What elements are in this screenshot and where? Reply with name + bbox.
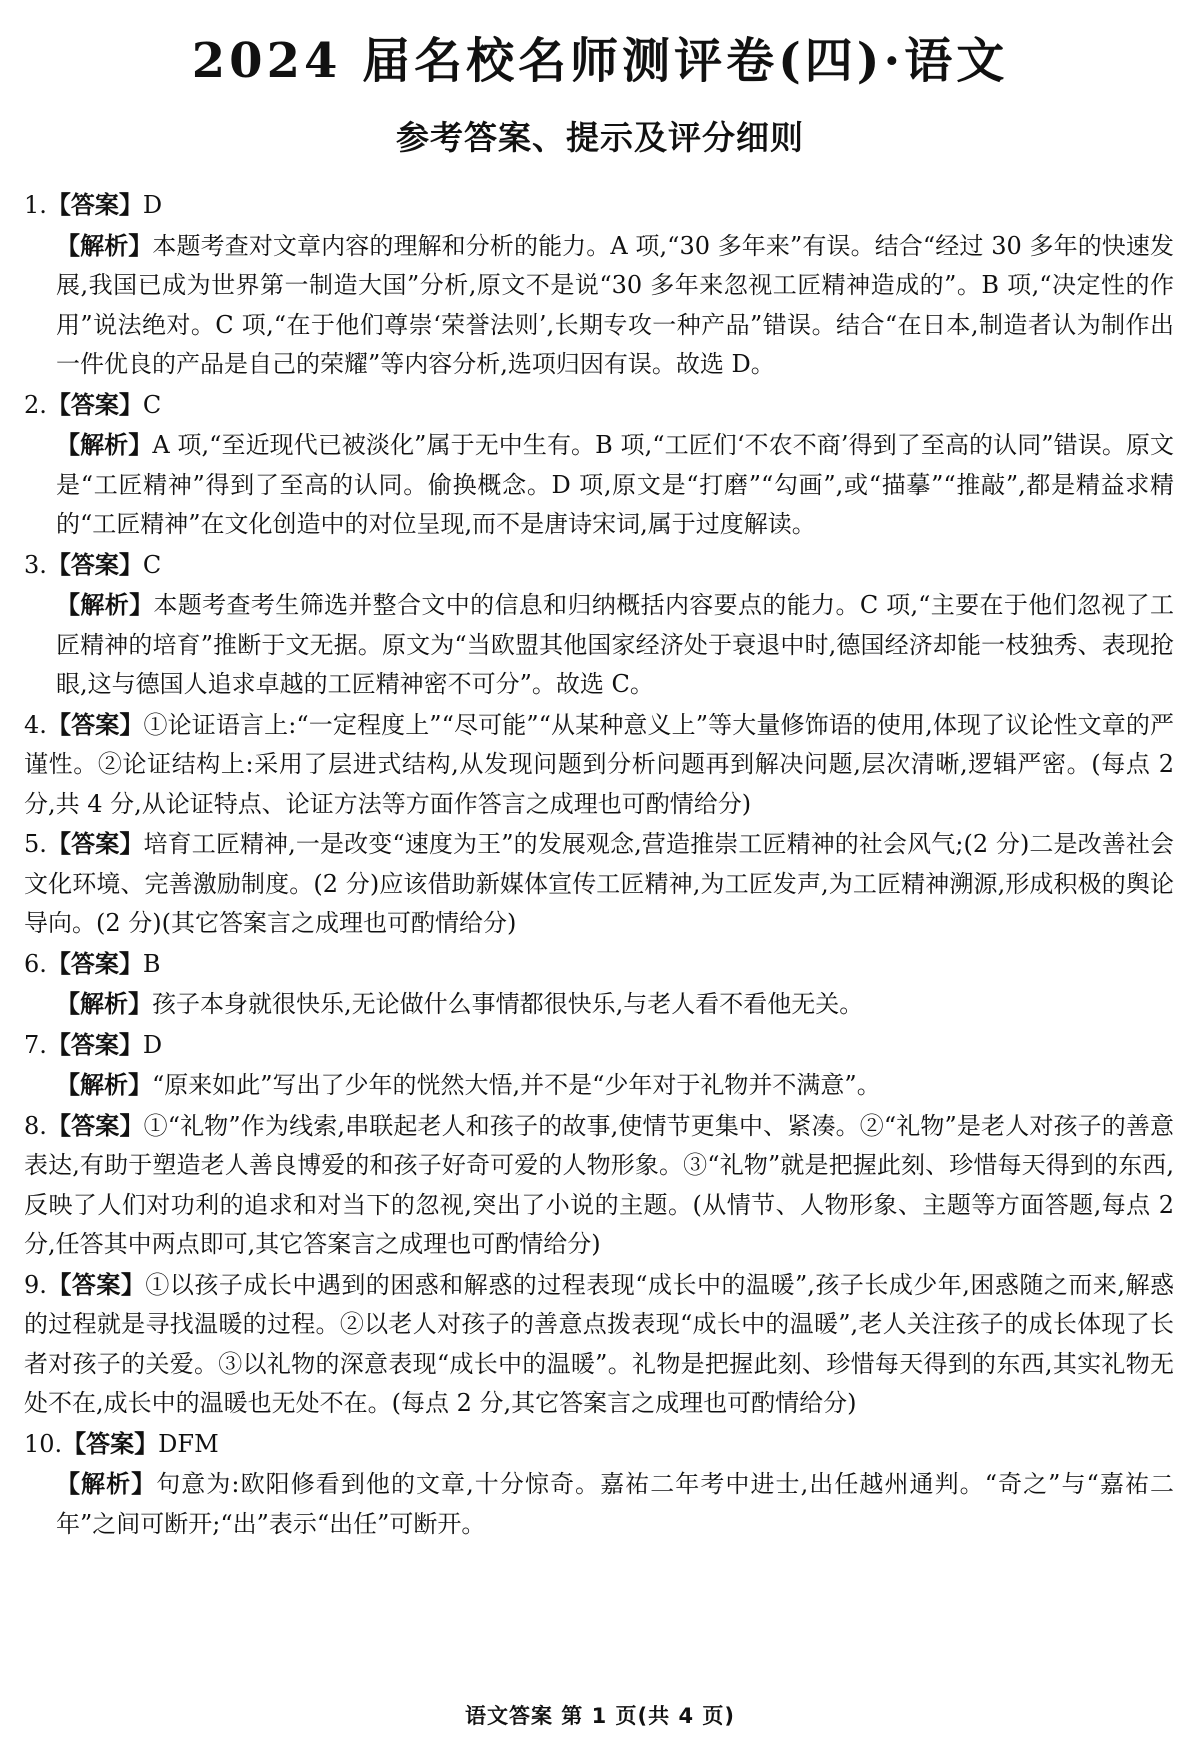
answer-tag: 【答案】	[46, 1269, 146, 1299]
question-number: 3.	[24, 550, 47, 579]
question-item	[24, 705, 1174, 825]
answer-line	[24, 1025, 1174, 1066]
analysis-block	[56, 585, 1174, 705]
answer-tag: 【答案】	[46, 948, 143, 978]
question-item	[24, 1106, 1174, 1265]
analysis-tag: 【解析】	[56, 590, 154, 619]
answer-tag: 【答案】	[46, 1110, 144, 1140]
page-footer: 语文答案 第 1 页(共 4 页)	[465, 1704, 735, 1728]
question-item	[24, 1424, 1174, 1545]
question-item	[24, 1265, 1174, 1424]
question-number: 7.	[24, 1030, 47, 1059]
answer-line	[24, 1424, 1174, 1465]
analysis-tag: 【解析】	[56, 430, 153, 459]
analysis-tag: 【解析】	[56, 230, 153, 260]
answer-tag: 【答案】	[46, 829, 144, 858]
analysis-text: 本题考查对文章内容的理解和分析的能力。A 项,“30 多年来”有误。结合“经过 30 多年的快速发展,我国已成为世界第一制造大国”分析,原文不是说“30 多年来忽视工匠精神造成的”。B 项,“决定性的作用”说法绝对。C 项,“在于他们尊崇‘荣誉法则’,长期专攻一种产品”错误。结合“在日本,制造者认为制作出一件优良的产品是自己的荣耀”等内容分析,选项归因有误。故选 D。	[56, 231, 1174, 378]
analysis-block	[56, 984, 1174, 1025]
answer-tag: 【答案】	[46, 389, 143, 419]
answer-content: ①论证语言上:“一定程度上”“尽可能”“从某种意义上”等大量修饰语的使用,体现了议论性文章的严谨性。②论证结构上:采用了层进式结构,从发现问题到分析问题再到解决问题,层次清晰,逻辑严密。(每点 2 分,共 4 分,从论证特点、论证方法等方面作答言之成理也可酌情给分)	[24, 710, 1174, 818]
question-item	[24, 1025, 1174, 1106]
analysis-tag: 【解析】	[56, 1469, 157, 1498]
analysis-text: 孩子本身就很快乐,无论做什么事情都很快乐,与老人看不看他无关。	[152, 990, 864, 1018]
question-number: 5.	[24, 830, 47, 858]
answer-line	[24, 545, 1174, 586]
answer-content: D	[142, 191, 163, 219]
answer-line	[24, 1265, 1174, 1424]
answer-line	[24, 824, 1174, 944]
question-item	[24, 944, 1174, 1025]
analysis-block	[56, 425, 1174, 545]
analysis-tag: 【解析】	[56, 1070, 152, 1099]
answer-line	[24, 944, 1174, 985]
answer-tag: 【答案】	[46, 190, 143, 219]
question-number: 1.	[24, 191, 47, 219]
question-item	[24, 824, 1174, 944]
answer-line	[24, 185, 1174, 226]
page-title: 2024 届名校名师测评卷(四)·语文	[191, 33, 1009, 89]
analysis-block	[56, 1065, 1174, 1106]
question-number: 6.	[24, 949, 47, 978]
answer-content: B	[142, 949, 161, 978]
analysis-text: 本题考查考生筛选并整合文中的信息和归纳概括内容要点的能力。C 项,“主要在于他们忽视了工匠精神的培育”推断于文无据。原文为“当欧盟其他国家经济处于衰退中时,德国经济却能一枝独秀、表现抢眼,这与德国人追求卓越的工匠精神密不可分”。故选 C。	[56, 591, 1175, 698]
answer-line	[24, 705, 1174, 825]
answer-line	[24, 1106, 1174, 1265]
analysis-text: “原来如此”写出了少年的恍然大悟,并不是“少年对于礼物并不满意”。	[152, 1071, 881, 1099]
answer-content: 培育工匠精神,一是改变“速度为王”的发展观念,营造推崇工匠精神的社会风气;(2 分)二是改善社会文化环境、完善激励制度。(2 分)应该借助新媒体宣传工匠精神,为工匠发声,为工匠精神溯源,形成积极的舆论导向。(2 分)(其它答案言之成理也可酌情给分)	[24, 830, 1174, 937]
page-subtitle: 参考答案、提示及评分细则	[396, 118, 804, 157]
analysis-text: 句意为:欧阳修看到他的文章,十分惊奇。嘉祐二年考中进士,出任越州通判。“奇之”与“嘉祐二年”之间可断开;“出”表示“出任”可断开。	[56, 1470, 1175, 1538]
answer-tag: 【答案】	[46, 709, 144, 739]
analysis-tag: 【解析】	[56, 989, 152, 1018]
answer-content: C	[142, 390, 162, 419]
question-item	[24, 185, 1174, 385]
question-item	[24, 385, 1174, 545]
question-number: 9.	[24, 1270, 47, 1299]
question-number: 8.	[24, 1111, 47, 1140]
answer-content: C	[142, 550, 162, 579]
answer-content: D	[142, 1030, 163, 1059]
answer-content: ①“礼物”作为线索,串联起老人和孩子的故事,使情节更集中、紧凑。②“礼物”是老人对孩子的善意表达,有助于塑造老人善良博爱的和孩子好奇可爱的人物形象。③“礼物”就是把握此刻、珍惜每天得到的东西,反映了人们对功利的追求和对当下的忽视,突出了小说的主题。(从情节、人物形象、主题等方面答题,每点 2 分,任答其中两点即可,其它答案言之成理也可酌情给分)	[24, 1111, 1175, 1258]
question-number: 2.	[24, 390, 47, 419]
answer-content: ①以孩子成长中遇到的困惑和解惑的过程表现“成长中的温暖”,孩子长成少年,困惑随之而来,解惑的过程就是寻找温暖的过程。②以老人对孩子的善意点拨表现“成长中的温暖”,老人关注孩子的成长体现了长者对孩子的关爱。③以礼物的深意表现“成长中的温暖”。礼物是把握此刻、珍惜每天得到的东西,其实礼物无处不在,成长中的温暖也无处不在。(每点 2 分,其它答案言之成理也可酌情给分)	[24, 1270, 1174, 1417]
question-number: 4.	[24, 710, 47, 739]
analysis-text: A 项,“至近现代已被淡化”属于无中生有。B 项,“工匠们‘不农不商’得到了至高的认同”错误。原文是“工匠精神”得到了至高的认同。偷换概念。D 项,原文是“打磨”“勾画”,或“描摹”“推敲”,都是精益求精的“工匠精神”在文化创造中的对位呈现,而不是唐诗宋词,属于过度解读。	[56, 431, 1175, 538]
analysis-block	[56, 1464, 1174, 1544]
answer-content: DFM	[158, 1429, 219, 1458]
question-number: 10.	[24, 1429, 63, 1458]
answer-list	[24, 185, 1174, 1544]
answer-tag: 【答案】	[46, 549, 143, 579]
answer-tag: 【答案】	[46, 1029, 143, 1059]
analysis-block	[56, 226, 1174, 385]
answer-tag: 【答案】	[62, 1428, 159, 1458]
question-item	[24, 545, 1174, 705]
answer-line	[24, 385, 1174, 426]
